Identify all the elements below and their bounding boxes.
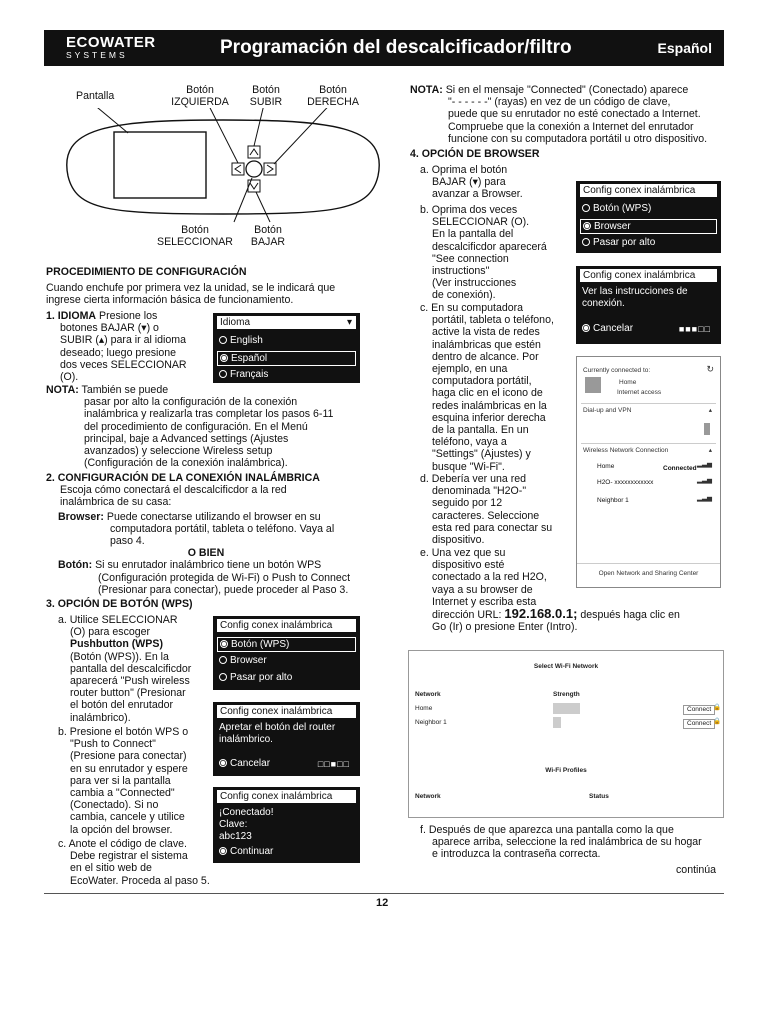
lcd-idioma-screen (213, 313, 360, 383)
step-2: 2. CONFIGURACIÓN DE LA CONEXIÓN INALÁMBRICA Escoja cómo conectará el descalcificdor a la red inalámbrica de su casa: Browser: Puede conectarse utilizando el browser en su computadora portátil, tableta o teléfono. Vaya al paso 4. O BIEN Botón: Si su enrutador inalámbrico tiene un botón WPS (Configuración protegida de Wi-Fi) o Push to Connect (Presionar para conectar), puede proceder al Paso 3. (46, 472, 351, 596)
wifi-net-h2o[interactable]: H2O- xxxxxxxxxxxx (597, 479, 654, 486)
chevron-left-icon (232, 163, 244, 175)
collapse-icon: ▴ (708, 447, 712, 454)
lcd-title: Config conex inalámbrica (217, 790, 356, 803)
select-button-icon (246, 161, 262, 177)
language-label: Español (657, 40, 712, 56)
step-4-title: 4. OPCIÓN DE BROWSER (410, 148, 540, 160)
progress-dots: □□■□□ (317, 759, 350, 769)
lcd-browser-select-screen (576, 181, 721, 253)
nota-2: NOTA: Si en el mensaje "Connected" (Conectado) aparece "- - - - - -" (rayas) en vez de un código de clave, puede que su enrutador no esté conectado a Internet. Compruebe que la conexión a Internet del enrutador funcione con su computadora portátil u otro dispositivo. (410, 84, 708, 145)
lcd-option-boton-wps: Botón (WPS) (217, 637, 356, 652)
step-4b: b. Oprima dos veces SELECCIONAR (O). En la pantalla del descalcificdor aparecerá "See connection instructions" (Ver instrucciones de conexión). (420, 204, 547, 302)
step-4a: a. Oprima el botón BAJAR (▾) para avanzar a Browser. (420, 164, 523, 201)
lcd-option-english: English (217, 334, 356, 347)
lcd-option-pasar: Pasar por alto (217, 671, 356, 684)
label-pantalla: Pantalla (76, 90, 115, 102)
label-boton-seleccionar: Botón SELECCIONAR (157, 224, 233, 249)
label-boton-izquierda: Botón IZQUIERDA (171, 84, 229, 109)
collapse-icon: ▴ (708, 407, 712, 414)
chevron-right-icon (264, 163, 276, 175)
wifi-signal-icon: ▂▃▅ (697, 461, 712, 468)
step-1-idioma: 1. IDIOMA Presione los botones BAJAR (▾) o SUBIR (▴) para ir al idioma deseado; luego presione dos veces SELECCIONAR (O). (46, 310, 187, 384)
lcd-title: Config conex inalámbrica (580, 269, 717, 282)
lcd-wps-push-screen: Config conex inalámbrica Apretar el botón del router inalámbrico. Cancelar □□■□□ (213, 702, 360, 776)
lcd-option-pasar: Pasar por alto (580, 236, 717, 249)
label-boton-bajar: Botón BAJAR (250, 224, 286, 249)
lcd-option-boton-wps: Botón (WPS) (580, 202, 717, 215)
brand-logo: ECOWATER (66, 34, 156, 51)
progress-dots: ■■■□□ (678, 324, 711, 334)
wifi-signal-icon: ▂▃▅ (697, 495, 712, 502)
lcd-title: Config conex inalámbrica (217, 705, 356, 718)
footer-rule (44, 893, 724, 894)
page-header (44, 30, 724, 66)
lcd-option-cancelar: Cancelar (217, 757, 356, 770)
page-title: Programación del descalcificador/filtro (220, 37, 572, 58)
connect-button[interactable]: Connect (683, 705, 715, 715)
step-3c: c. Anote el código de clave. Debe registrar el sistema en el sitio web de EcoWater. Proceda al paso 5. (58, 838, 210, 887)
windows-network-popup: Currently connected to: ↻ Home Internet access Dial-up and VPN ▴ Wireless Network Connection ▴ Home Connected ▂▃▅ H2O- xxxxxxxxxxxx ▂▃▅ Neighbor 1 ▂▃▅ Open Network and Sharing Center (576, 356, 721, 588)
lock-icon: 🔒 (713, 704, 722, 711)
lcd-option-francais: Français (217, 368, 356, 381)
step-3-title: 3. OPCIÓN DE BOTÓN (WPS) (46, 598, 193, 610)
page-number: 12 (376, 897, 389, 909)
control-panel-diagram (48, 108, 398, 228)
lcd-option-browser: Browser (580, 219, 717, 234)
connect-button[interactable]: Connect (683, 719, 715, 729)
refresh-icon: ↻ (706, 364, 714, 374)
lcd-option-cancelar: Cancelar (580, 322, 717, 335)
lock-icon: 🔒 (713, 718, 722, 725)
wifi-net-neighbor[interactable]: Neighbor 1 (597, 497, 629, 504)
lcd-option-browser: Browser (217, 654, 356, 667)
screen-rect (114, 132, 206, 198)
label-boton-derecha: Botón DERECHA (307, 84, 359, 109)
wifi-signal-icon: ▂▃▅ (697, 477, 712, 484)
step-4d: d. Debería ver una red denominada "H2O-" seguido por 12 caracteres. Seleccione esta red para conectar su dispositivo. (420, 473, 553, 547)
strength-track (553, 703, 583, 714)
step-4c: c. En su computadora portátil, tableta o teléfono, active la vista de redes inalámbricas que estén dentro de alcance. Por ejemplo, en una computadora portátil, haga clic en el icono de redes inalámbricas en la esquina inferior derecha de la pantalla. En un teléfono, vaya a "Settings" (Ajustes) y busque "Wi-Fi". (420, 302, 554, 473)
strength-bar (553, 717, 561, 728)
lcd-title: Idioma ▾ (217, 316, 356, 329)
web-select-network: Select Wi-Fi Network Network Strength Home Connect 🔒 Neighbor 1 Connect 🔒 Wi-Fi Profiles Network Status (408, 650, 724, 818)
step-3b: b. Presione el botón WPS o "Push to Connect" (Presione para conectar) en su enrutador y espere para ver si la pantalla cambia a "Connected" (Conectado). Si no cambia, cancele y utilice la opción del browser. (58, 726, 189, 836)
lcd-title: Config conex inalámbrica (217, 619, 356, 632)
wifi-net-home[interactable]: Home (597, 463, 615, 470)
nota-1: NOTA: También se puede pasar por alto la configuración de la conexión inalámbrica y realizarla tras completar los pasos 6-11 del procedimiento de configuración. En el Menú principal, baje a Advanced settings (Ajustes avanzados) y seleccione Wireless setup (Configuración de la conexión inalámbrica). (46, 384, 334, 470)
network-icon (585, 377, 601, 393)
lcd-wps-connected-screen: Config conex inalámbrica ¡Conectado! Clave: abc123 Continuar (213, 787, 360, 863)
step-4f: f. Después de que aparezca una pantalla como la que aparece arriba, seleccione la red inalámbrica de su hogar e introduzca la contraseña correcta. (420, 824, 702, 861)
step-4e: e. Una vez que su dispositivo esté conectado a la red H2O, vaya a su browser de Internet y escriba esta dirección URL: 192.168.0.1; después haga clic en Go (Ir) o presione Enter (Intro). (420, 547, 680, 634)
url-text: 192.168.0.1; (504, 606, 578, 622)
brand-sub: SYSTEMS (66, 50, 128, 60)
proc-text: Cuando enchufe por primera vez la unidad, se le indicará que ingrese cierta información básica de funcionamiento. (46, 282, 336, 307)
lcd-title: Config conex inalámbrica (580, 184, 717, 197)
step-3a: a. Utilice SELECCIONAR (O) para escoger Pushbutton (WPS) (Botón (WPS)). En la pantalla del descalcificdor aparecerá "Push wireless router button" (Presionar el botón del enrutador inalámbrico). (58, 614, 192, 724)
lcd-option-continuar: Continuar (217, 845, 356, 858)
chevron-down-icon (248, 180, 260, 192)
chevron-up-icon (248, 146, 260, 158)
vpn-icon (704, 423, 710, 435)
lcd-browser-instructions-screen: Config conex inalámbrica Ver las instrucciones de conexión. Cancelar ■■■□□ (576, 266, 721, 344)
lcd-option-espanol: Español (217, 351, 356, 366)
continua-label: continúa (676, 864, 717, 876)
network-sharing-link[interactable]: Open Network and Sharing Center (598, 570, 699, 577)
lcd-wps-select-screen (213, 616, 360, 690)
strength-track (553, 717, 583, 728)
label-boton-subir: Botón SUBIR (249, 84, 283, 109)
section-title-procedimiento: PROCEDIMIENTO DE CONFIGURACIÓN (46, 266, 247, 278)
strength-bar (553, 703, 580, 714)
chevron-down-icon: ▾ (346, 317, 352, 328)
